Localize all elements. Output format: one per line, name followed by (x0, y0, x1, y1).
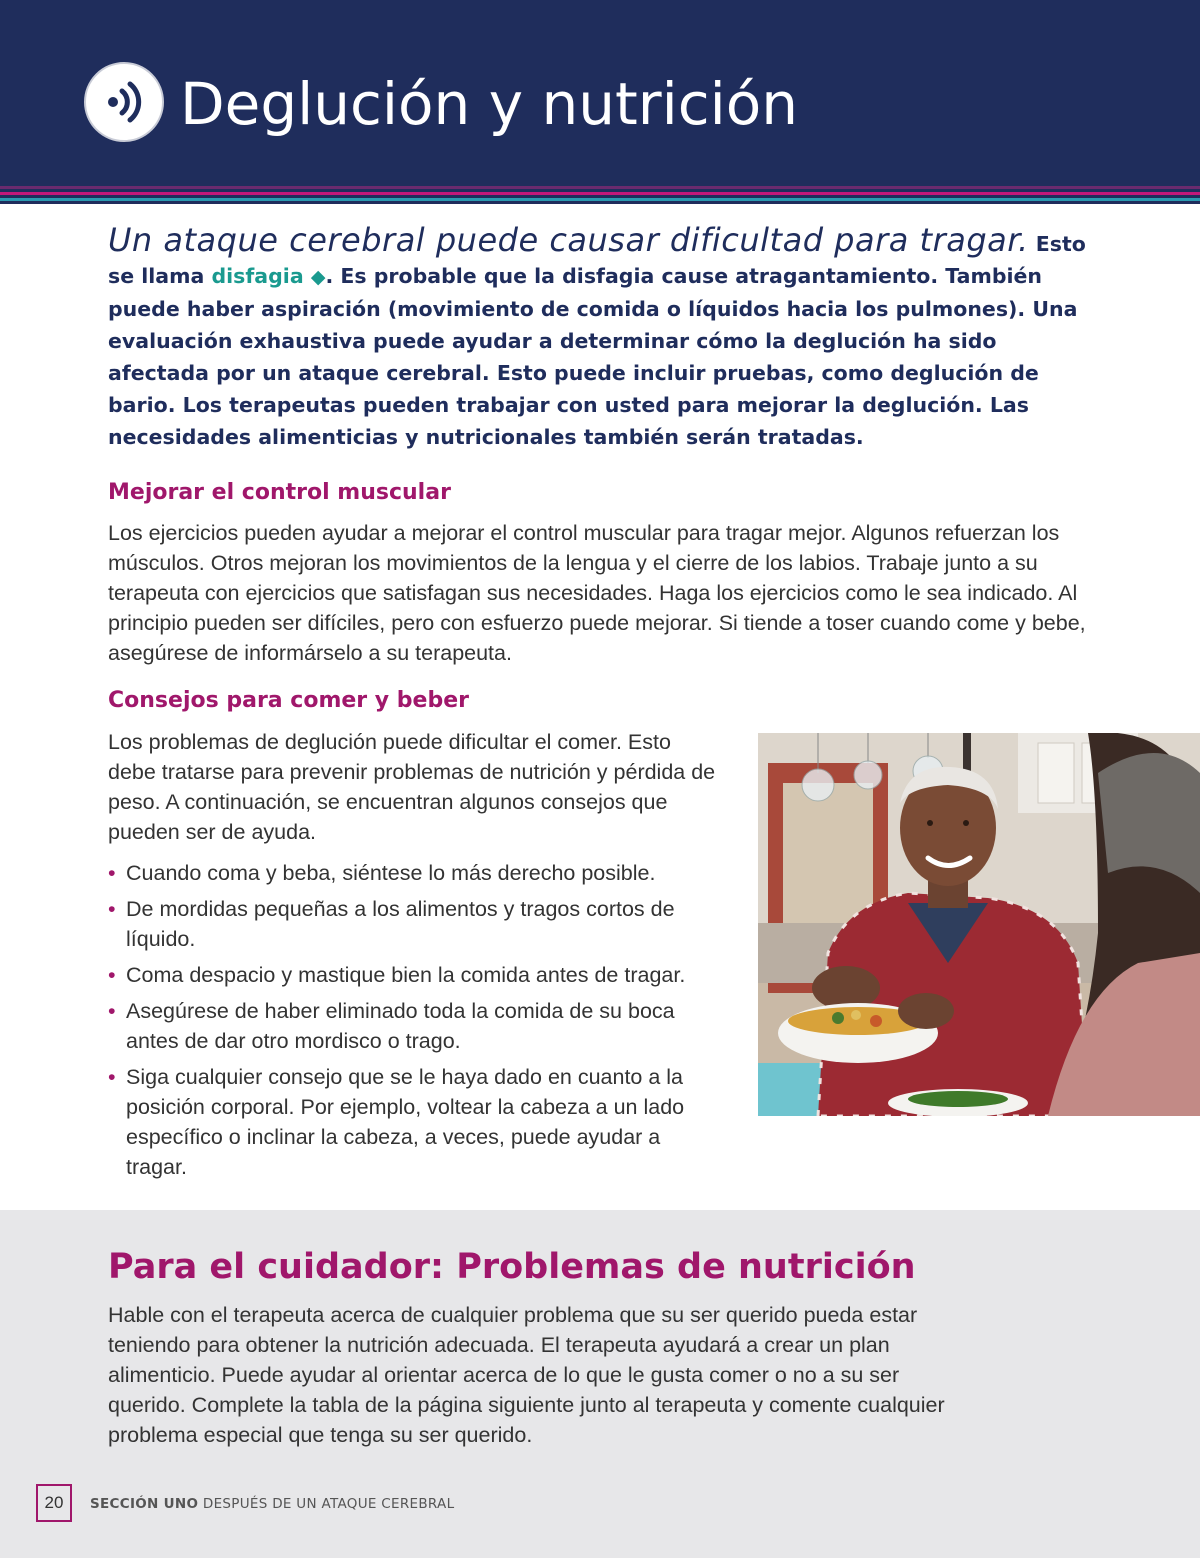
list-item-text: Cuando coma y beba, siéntese lo más derecho posible. (126, 861, 656, 885)
caregiver-body: Hable con el terapeuta acerca de cualquier problema que su ser querido pueda estar teniendo para obtener la nutrición adecuada. El terapeuta ayudará a crear un plan alimenticio. Puede ayudar al orientar acerca de lo que le gusta comer o no a su ser querido. Complete la tabla de la página siguiente junto al terapeuta y comente cualquier problema especial que tenga su ser querido. (108, 1303, 945, 1447)
eating-tips-list (108, 858, 718, 1188)
intro-text-b: . Es probable que la disfagia cause atragantamiento. También puede haber aspiración (movimiento de comida o líquidos hacia los pulmones). Una evaluación exhaustiva puede ayudar a determinar cómo la deglución ha sido afectada por un ataque cerebral. Esto puede incluir pruebas, como deglución de bario. Los terapeutas pueden trabajar con usted para mejorar la deglución. Las necesidades alimenticias y nutricionales también serán tratadas. (108, 264, 1078, 449)
glossary-icon[interactable]: ◆ (310, 266, 326, 288)
intro-paragraph (108, 221, 1088, 453)
list-item (108, 894, 718, 954)
list-item-text: De mordidas pequeñas a los alimentos y tragos cortos de líquido. (126, 897, 675, 951)
list-item-text: Coma despacio y mastique bien la comida antes de tragar. (126, 963, 686, 987)
list-item-text: Asegúrese de haber eliminado toda la comida de su boca antes de dar otro mordisco o trago. (126, 999, 675, 1053)
bullet-icon: • (108, 1065, 116, 1089)
bullet-icon: • (108, 963, 116, 987)
list-item (108, 996, 718, 1056)
glossary-term-link[interactable]: disfagia (211, 264, 304, 288)
footer-section-bold: SECCIÓN UNO (90, 1496, 199, 1512)
meal-photo (758, 733, 1200, 1116)
bullet-icon: • (108, 999, 116, 1023)
page-title: Deglución y nutrición (180, 70, 798, 138)
eating-tips-heading: Consejos para comer y beber (108, 688, 469, 713)
list-item (108, 1062, 718, 1182)
header-banner (0, 0, 1200, 186)
list-item-text: Siga cualquier consejo que se le haya dado en cuanto a la posición corporal. Por ejemplo, voltear la cabeza a un lado específico o inclinar la cabeza, a veces, puede ayudar a tragar. (126, 1065, 685, 1179)
intro-text-a: Esto se llama (108, 232, 1086, 288)
page-number: 20 (36, 1484, 72, 1522)
sound-waves-icon (84, 62, 164, 142)
bullet-icon: • (108, 861, 116, 885)
list-item (108, 858, 718, 888)
header-stripe-navy-3 (0, 201, 1200, 204)
intro-lead: Un ataque cerebral puede causar dificultad para tragar. (108, 221, 1029, 259)
muscle-control-heading: Mejorar el control muscular (108, 480, 451, 505)
muscle-control-body: Los ejercicios pueden ayudar a mejorar el control muscular para tragar mejor. Algunos refuerzan los músculos. Otros mejoran los movimientos de la lengua y el cierre de los labios. Trabaje junto a su terapeuta con ejercicios que satisfagan sus necesidades. Haga los ejercicios como le sea indicado. Al principio pueden ser difíciles, pero con esfuerzo puede mejorar. Si tiende a toser cuando come y bebe, asegúrese de informárselo a su terapeuta. (108, 521, 1086, 665)
list-item (108, 960, 718, 990)
eating-tips-body: Los problemas de deglución puede dificultar el comer. Esto debe tratarse para prevenir problemas de nutrición y pérdida de peso. A continuación, se encuentran algunos consejos que pueden ser de ayuda. (108, 730, 716, 844)
bullet-icon: • (108, 897, 116, 921)
caregiver-heading: Para el cuidador: Problemas de nutrición (108, 1247, 916, 1287)
footer-section-rest: DESPUÉS DE UN ATAQUE CEREBRAL (198, 1496, 455, 1512)
footer-section-label (90, 1494, 454, 1514)
